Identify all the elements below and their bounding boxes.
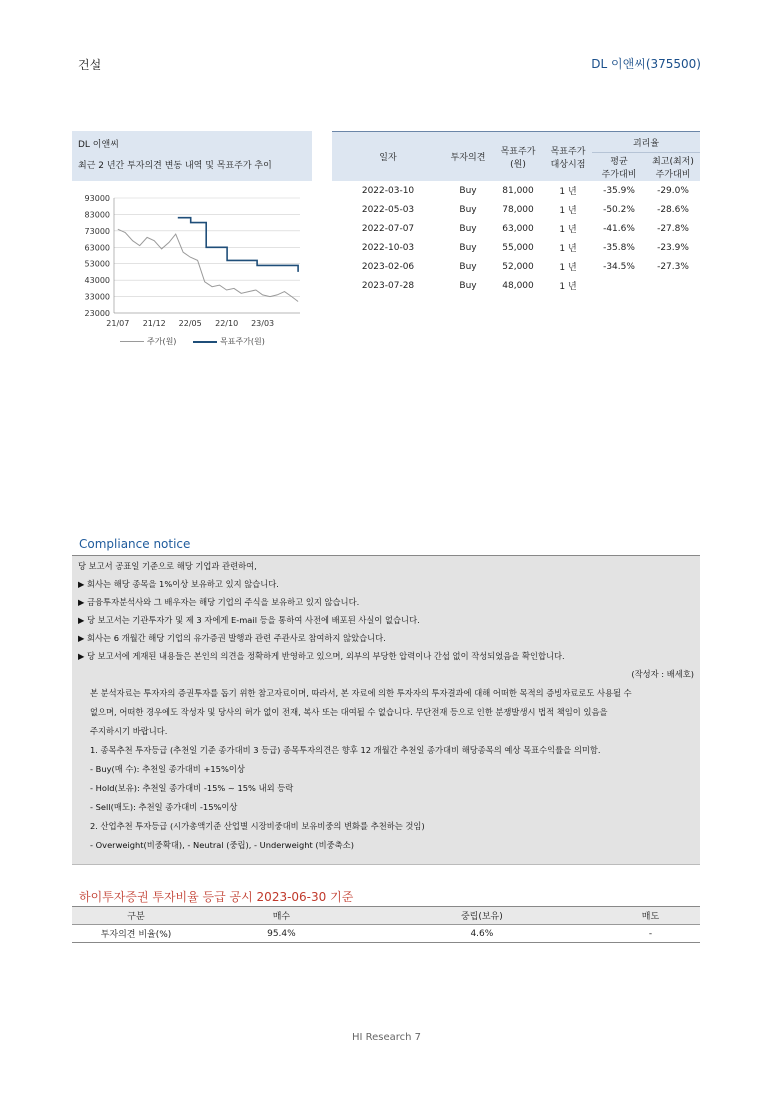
compliance-line: ▶ 회사는 해당 종목을 1%이상 보유하고 있지 않습니다. (78, 579, 279, 589)
compliance-line: ▶ 회사는 6 개월간 해당 기업의 유가증권 발행과 관련 주관사로 참여하지 않았습니다. (78, 633, 386, 643)
chart-company: DL 이앤씨 (78, 140, 119, 150)
rating-cell-date: 2023-02-06 (361, 261, 415, 272)
rating-cell-avg (592, 276, 646, 295)
rating-cell-avg: -50.2% (603, 204, 635, 215)
legend-price-label: 주가(원) (147, 337, 177, 346)
dist-header: 매수 (200, 907, 363, 925)
y-tick-label: 93000 (84, 194, 110, 203)
dist-cell: 투자의견 비율(%) (72, 925, 200, 943)
rating-cell-date: 2022-07-07 (361, 223, 415, 234)
rating-cell-period: 1 년 (559, 263, 577, 273)
compliance-body-line: 없으며, 어떠한 경우에도 작성자 및 당사의 허가 없이 전재, 복사 또는 대여될 수 없습니다. 무단전재 등으로 인한 분쟁발생시 법적 책임이 있음을 (90, 707, 608, 717)
rating-cell-tp: 78,000 (502, 204, 534, 215)
rating-cell-opinion: Buy (459, 261, 477, 272)
col-gap-maxmin: 최고(최저) 주가대비 (646, 153, 700, 182)
rating-row (332, 219, 700, 238)
col-target-price: 목표주가 (원) (492, 132, 544, 182)
x-tick-label: 22/10 (215, 319, 239, 328)
rating-cell-opinion: Buy (459, 185, 477, 196)
rating-cell-date: 2023-07-28 (361, 280, 415, 291)
rating-cell-maxmin: -23.9% (657, 242, 689, 253)
distribution-title: 하이투자증권 투자비율 등급 공시 2023-06-30 기준 (79, 890, 354, 904)
rating-history-table (332, 131, 700, 295)
col-gap-avg: 평균 주가대비 (592, 153, 646, 182)
rating-cell-opinion: Buy (459, 242, 477, 253)
dist-header: 구분 (72, 907, 200, 925)
rating-cell-period: 1 년 (559, 282, 577, 292)
rating-row (332, 181, 700, 200)
col-target-period: 목표주가 대상시점 (544, 132, 592, 182)
rating-cell-period: 1 년 (559, 206, 577, 216)
compliance-title: Compliance notice (79, 537, 191, 551)
col-opinion: 투자의견 (444, 132, 492, 182)
chart-title: 최근 2 년간 투자의견 변동 내역 및 목표주가 추이 (78, 161, 272, 171)
y-tick-label: 33000 (84, 292, 110, 302)
chart-legend (120, 336, 279, 347)
compliance-body-line: - Overweight(비중확대), - Neutral (중립), - Underweight (비중축소) (90, 840, 354, 850)
rating-cell-tp: 81,000 (502, 185, 534, 196)
dist-cell: - (601, 925, 700, 943)
chart-panel-header (72, 131, 312, 181)
rating-cell-tp: 48,000 (502, 280, 534, 291)
rating-cell-avg: -34.5% (603, 261, 635, 272)
company-ticker: DL 이앤씨(375500) (591, 57, 701, 71)
rating-cell-opinion: Buy (459, 223, 477, 234)
x-tick-label: 21/12 (142, 319, 166, 328)
rating-cell-avg: -41.6% (603, 223, 635, 234)
page-footer: HI Research 7 (351, 1032, 422, 1043)
legend-price (120, 336, 176, 347)
dist-cell: 4.6% (363, 925, 601, 943)
y-tick-label: 43000 (84, 276, 110, 286)
compliance-line: ▶ 금융투자분석사와 그 배우자는 해당 기업의 주식을 보유하고 있지 않습니다. (78, 597, 360, 607)
compliance-author: (작성자 : 배세호) (631, 669, 694, 679)
rating-cell-maxmin: -27.8% (657, 223, 689, 234)
compliance-line: ▶ 당 보고서는 기관투자가 및 제 3 자에게 E-mail 등을 통하여 사전에 배포된 사실이 없습니다. (78, 615, 420, 625)
rating-cell-date: 2022-03-10 (361, 185, 415, 196)
col-gap: 괴리율 (592, 132, 700, 153)
rating-cell-opinion: Buy (459, 204, 477, 215)
compliance-box (72, 555, 700, 865)
compliance-line: ▶ 당 보고서에 게재된 내용들은 본인의 의견을 정확하게 반영하고 있으며, 외부의 부당한 압력이나 간섭 없이 작성되었음을 확인합니다. (78, 651, 565, 661)
rating-cell-tp: 52,000 (502, 261, 534, 272)
rating-cell-maxmin: -27.3% (657, 261, 689, 272)
compliance-body-line: 본 분석자료는 투자자의 증권투자를 돕기 위한 참고자료이며, 따라서, 본 자료에 의한 투자자의 투자결과에 대해 어떠한 목적의 증빙자료로도 사용될 수 (90, 688, 632, 698)
rating-cell-date: 2022-05-03 (361, 204, 415, 215)
compliance-line: 당 보고서 공표일 기준으로 해당 기업과 관련하여, (78, 561, 257, 571)
col-date: 일자 (332, 132, 444, 182)
y-tick-label: 63000 (84, 243, 110, 253)
dist-cell: 95.4% (200, 925, 363, 943)
sector-label: 건설 (78, 58, 102, 72)
rating-cell-avg: -35.9% (603, 185, 635, 196)
rating-row (332, 238, 700, 257)
x-tick-label: 22/05 (178, 319, 202, 328)
compliance-body-line: 2. 산업추천 투자등급 (시가총액기준 산업별 시장비중대비 보유비중의 변화를 추천하는 것임) (90, 821, 425, 831)
rating-cell-maxmin: -28.6% (657, 204, 689, 215)
x-tick-label: 21/07 (106, 319, 130, 328)
price-chart (72, 188, 312, 334)
rating-cell-tp: 55,000 (502, 242, 534, 253)
rating-cell-period: 1 년 (559, 225, 577, 235)
y-tick-label: 23000 (84, 309, 110, 318)
dist-header: 매도 (601, 907, 700, 925)
dist-header: 중립(보유) (363, 907, 601, 925)
distribution-table (72, 906, 700, 943)
rating-cell-maxmin (646, 276, 700, 295)
rating-row (332, 257, 700, 276)
rating-row (332, 276, 700, 295)
y-tick-label: 73000 (84, 226, 110, 236)
rating-cell-avg: -35.8% (603, 242, 635, 253)
rating-cell-period: 1 년 (559, 187, 577, 197)
compliance-body-line: - Hold(보유): 추천일 종가대비 -15% ~ 15% 내외 등락 (90, 783, 294, 793)
rating-cell-maxmin: -29.0% (657, 185, 689, 196)
rating-row (332, 200, 700, 219)
compliance-body-line: - Buy(매 수): 추천일 종가대비 +15%이상 (90, 764, 245, 774)
rating-cell-date: 2022-10-03 (361, 242, 415, 253)
legend-target-label: 목표주가(원) (219, 337, 265, 346)
rating-cell-opinion: Buy (459, 280, 477, 291)
rating-cell-tp: 63,000 (502, 223, 534, 234)
compliance-body-line: 1. 종목추천 투자등급 (추천일 기준 종가대비 3 등급) 종목투자의견은 향후 12 개월간 추천일 종가대비 해당종목의 예상 목표수익률을 의미함. (90, 745, 601, 755)
y-tick-label: 83000 (84, 210, 110, 220)
compliance-body-line: - Sell(매도): 추천일 종가대비 -15%이상 (90, 802, 238, 812)
rating-cell-period: 1 년 (559, 244, 577, 254)
legend-target (193, 336, 265, 347)
x-tick-label: 23/03 (251, 319, 275, 328)
compliance-body-line: 주지하시기 바랍니다. (90, 726, 168, 736)
y-tick-label: 53000 (84, 259, 110, 269)
